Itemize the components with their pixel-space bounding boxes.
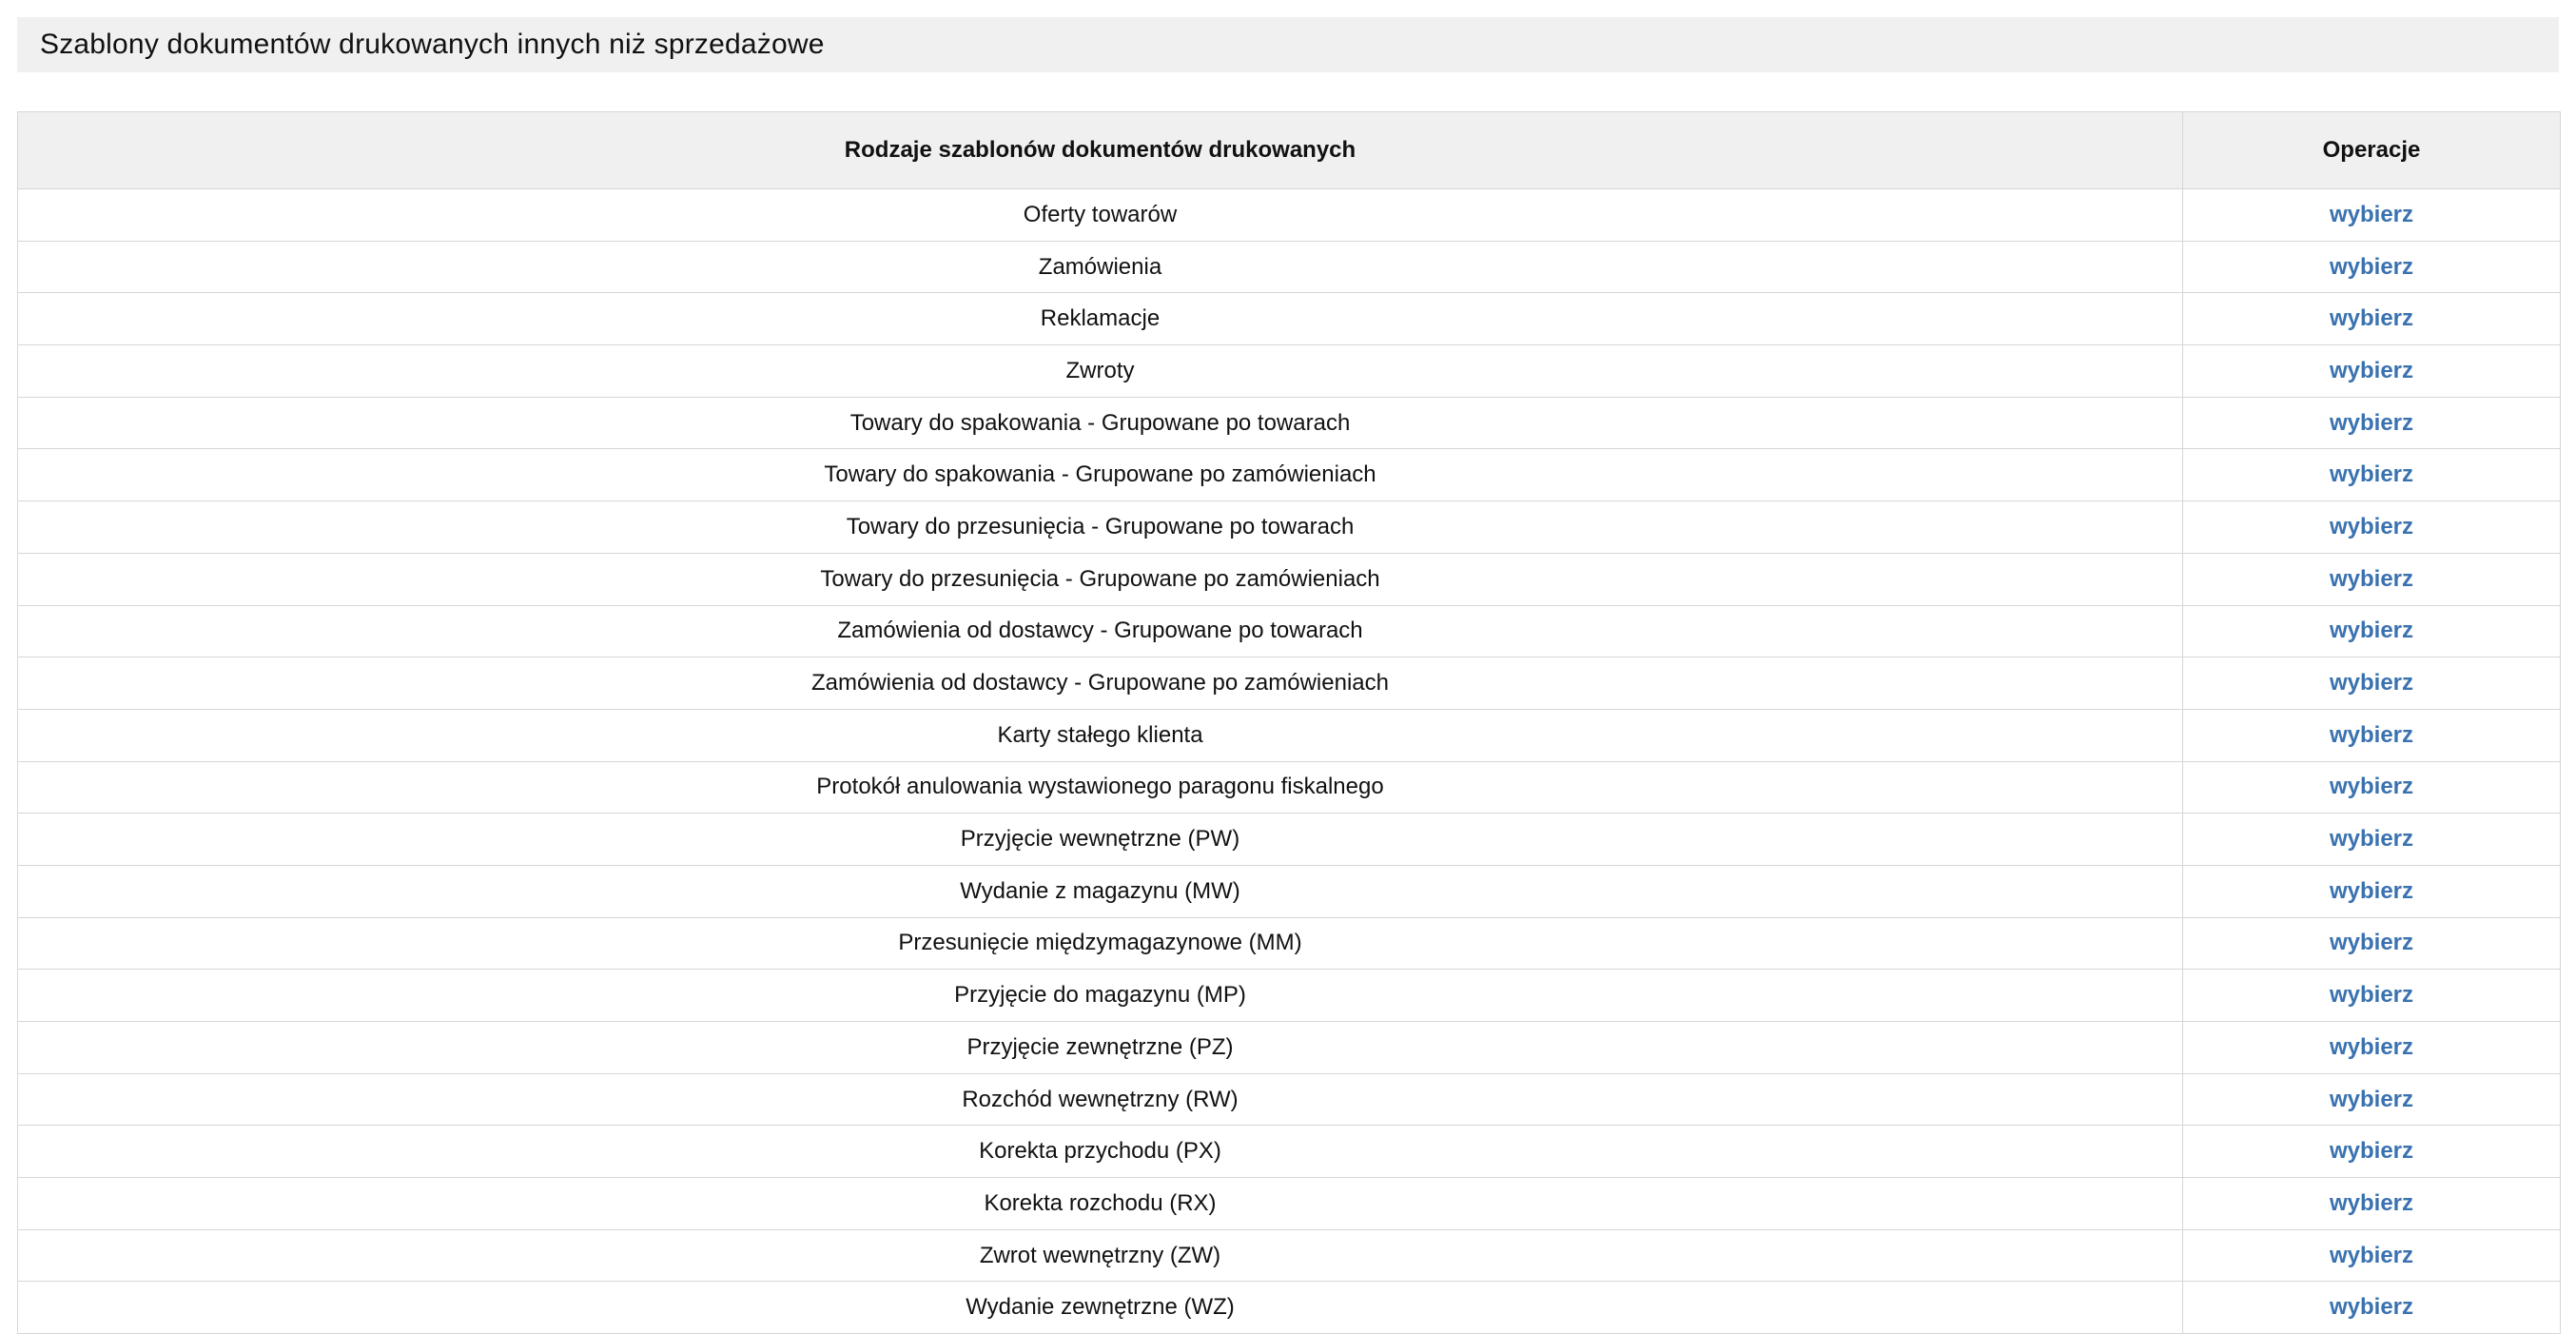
- operations-cell: [2183, 241, 2561, 293]
- template-type-name: Towary do przesunięcia - Grupowane po zamówieniach: [18, 553, 2183, 605]
- operations-cell: [2183, 1282, 2561, 1334]
- select-link[interactable]: wybierz: [2329, 1294, 2414, 1321]
- table-row: [18, 865, 2561, 917]
- template-type-name: Reklamacje: [18, 293, 2183, 345]
- select-link[interactable]: wybierz: [2329, 982, 2414, 1009]
- table-body: [18, 189, 2561, 1334]
- table-row: [18, 1022, 2561, 1074]
- table-row: [18, 293, 2561, 345]
- table-row: [18, 345, 2561, 398]
- table-row: [18, 657, 2561, 710]
- template-type-name: Wydanie z magazynu (MW): [18, 865, 2183, 917]
- operations-cell: [2183, 1022, 2561, 1074]
- operations-cell: [2183, 1073, 2561, 1126]
- table-row: [18, 501, 2561, 554]
- select-link[interactable]: wybierz: [2329, 513, 2414, 539]
- table-row: [18, 814, 2561, 866]
- table-row: [18, 970, 2561, 1022]
- select-link[interactable]: wybierz: [2329, 201, 2414, 227]
- select-link[interactable]: wybierz: [2329, 1138, 2414, 1165]
- template-type-name: Towary do spakowania - Grupowane po towarach: [18, 397, 2183, 449]
- template-type-name: Zamówienia: [18, 241, 2183, 293]
- table-row: [18, 241, 2561, 293]
- select-link[interactable]: wybierz: [2329, 930, 2414, 956]
- template-type-name: Protokół anulowania wystawionego paragonu fiskalnego: [18, 761, 2183, 814]
- template-type-name: Zwroty: [18, 345, 2183, 398]
- operations-cell: [2183, 397, 2561, 449]
- table-row: [18, 709, 2561, 761]
- table-row: [18, 449, 2561, 501]
- table-header-row: [18, 112, 2561, 189]
- template-type-name: Rozchód wewnętrzny (RW): [18, 1073, 2183, 1126]
- table-row: [18, 1282, 2561, 1334]
- select-link[interactable]: wybierz: [2329, 305, 2414, 332]
- template-type-name: Zamówienia od dostawcy - Grupowane po zamówieniach: [18, 657, 2183, 710]
- template-type-name: Przyjęcie do magazynu (MP): [18, 970, 2183, 1022]
- operations-cell: [2183, 1178, 2561, 1230]
- table-row: [18, 1178, 2561, 1230]
- operations-cell: [2183, 970, 2561, 1022]
- operations-cell: [2183, 449, 2561, 501]
- select-link[interactable]: wybierz: [2329, 774, 2414, 800]
- select-link[interactable]: wybierz: [2329, 1086, 2414, 1112]
- operations-cell: [2183, 293, 2561, 345]
- table-row: [18, 189, 2561, 242]
- operations-cell: [2183, 501, 2561, 554]
- operations-cell: [2183, 709, 2561, 761]
- table-row: [18, 397, 2561, 449]
- operations-cell: [2183, 657, 2561, 710]
- template-type-name: Karty stałego klienta: [18, 709, 2183, 761]
- template-type-name: Przyjęcie wewnętrzne (PW): [18, 814, 2183, 866]
- template-type-name: Przyjęcie zewnętrzne (PZ): [18, 1022, 2183, 1074]
- select-link[interactable]: wybierz: [2329, 826, 2414, 853]
- select-link[interactable]: wybierz: [2329, 461, 2414, 488]
- table-row: [18, 1229, 2561, 1282]
- select-link[interactable]: wybierz: [2329, 409, 2414, 436]
- select-link[interactable]: wybierz: [2329, 1189, 2414, 1216]
- column-header-operations: Operacje: [2183, 112, 2561, 189]
- table-row: [18, 761, 2561, 814]
- table-header: [18, 112, 2561, 189]
- select-link[interactable]: wybierz: [2329, 1242, 2414, 1268]
- table-row: [18, 605, 2561, 657]
- template-type-name: Wydanie zewnętrzne (WZ): [18, 1282, 2183, 1334]
- template-type-name: Towary do przesunięcia - Grupowane po towarach: [18, 501, 2183, 554]
- operations-cell: [2183, 345, 2561, 398]
- template-type-name: Oferty towarów: [18, 189, 2183, 242]
- select-link[interactable]: wybierz: [2329, 721, 2414, 748]
- select-link[interactable]: wybierz: [2329, 565, 2414, 592]
- template-type-name: Zamówienia od dostawcy - Grupowane po towarach: [18, 605, 2183, 657]
- select-link[interactable]: wybierz: [2329, 670, 2414, 696]
- template-type-name: Korekta rozchodu (RX): [18, 1178, 2183, 1230]
- page-title-bar: [17, 17, 2559, 72]
- operations-cell: [2183, 814, 2561, 866]
- operations-cell: [2183, 917, 2561, 970]
- operations-cell: [2183, 605, 2561, 657]
- table-row: [18, 1126, 2561, 1178]
- table-row: [18, 553, 2561, 605]
- template-type-name: Korekta przychodu (PX): [18, 1126, 2183, 1178]
- page-title: Szablony dokumentów drukowanych innych niż sprzedażowe: [40, 29, 825, 60]
- template-type-name: Towary do spakowania - Grupowane po zamówieniach: [18, 449, 2183, 501]
- select-link[interactable]: wybierz: [2329, 1033, 2414, 1060]
- table-row: [18, 1073, 2561, 1126]
- templates-table: [17, 111, 2561, 1334]
- operations-cell: [2183, 1229, 2561, 1282]
- select-link[interactable]: wybierz: [2329, 877, 2414, 904]
- operations-cell: [2183, 1126, 2561, 1178]
- operations-cell: [2183, 865, 2561, 917]
- operations-cell: [2183, 189, 2561, 242]
- operations-cell: [2183, 553, 2561, 605]
- select-link[interactable]: wybierz: [2329, 618, 2414, 644]
- operations-cell: [2183, 761, 2561, 814]
- column-header-template-types: Rodzaje szablonów dokumentów drukowanych: [18, 112, 2183, 189]
- template-type-name: Przesunięcie międzymagazynowe (MM): [18, 917, 2183, 970]
- select-link[interactable]: wybierz: [2329, 253, 2414, 280]
- select-link[interactable]: wybierz: [2329, 357, 2414, 383]
- template-type-name: Zwrot wewnętrzny (ZW): [18, 1229, 2183, 1282]
- table-row: [18, 917, 2561, 970]
